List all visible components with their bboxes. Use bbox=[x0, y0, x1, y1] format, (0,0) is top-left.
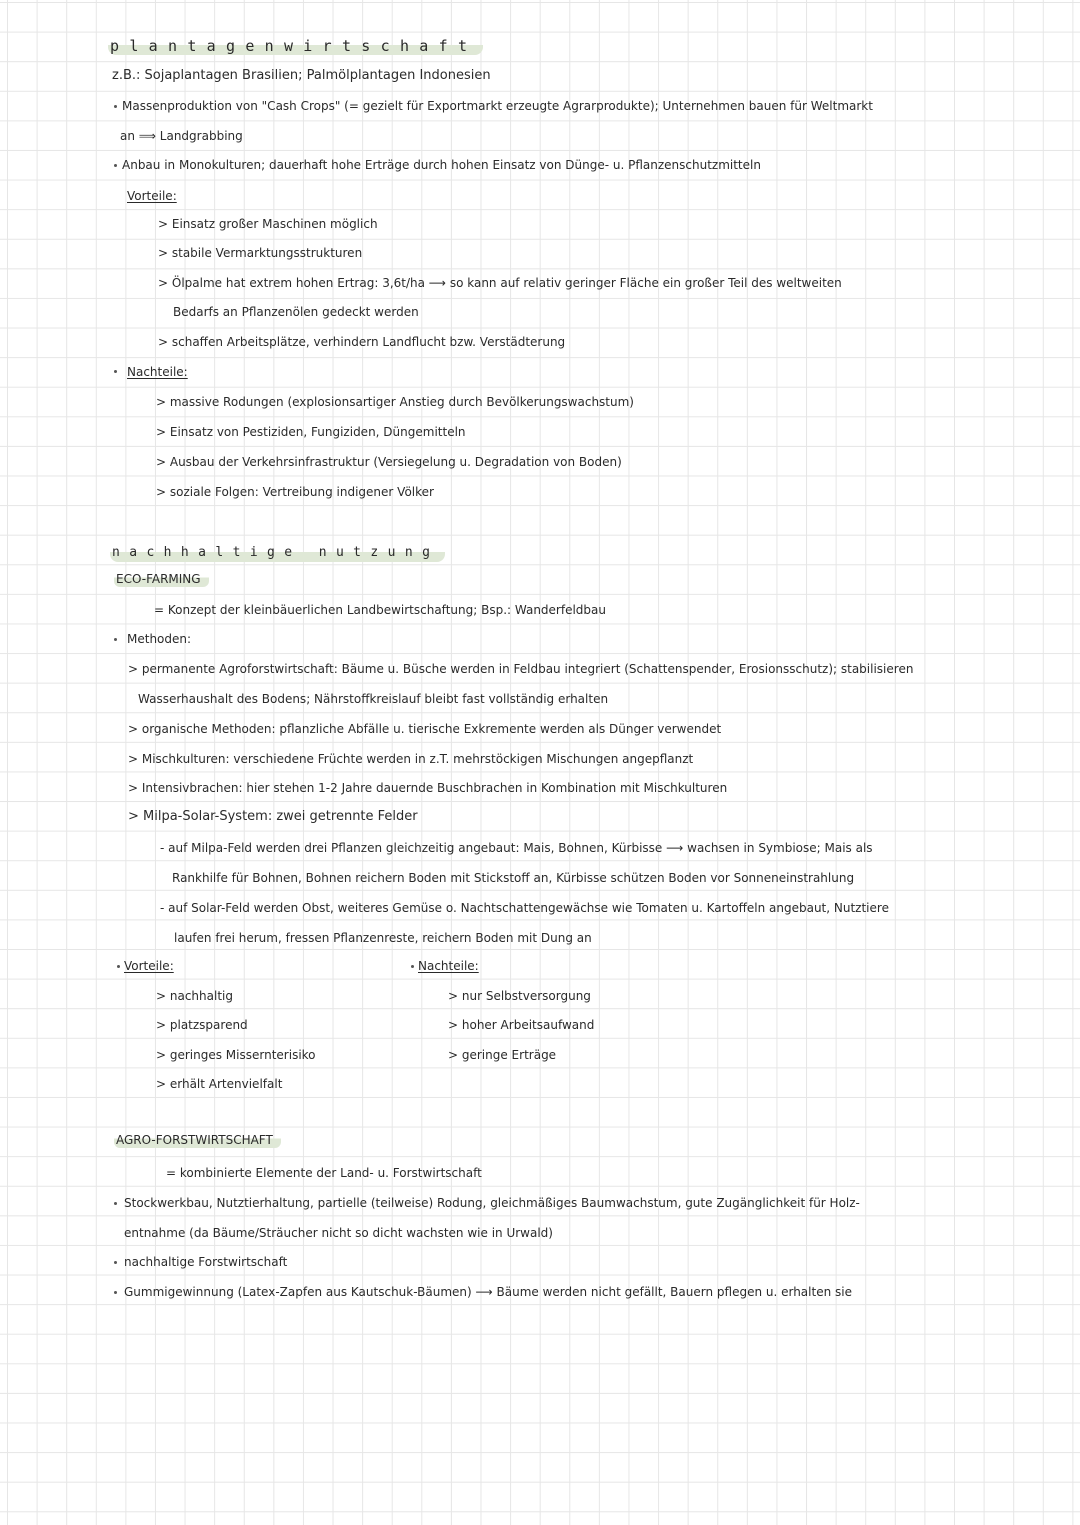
vorteil-item-continued: Bedarfs an Pflanzenölen gedeckt werden bbox=[173, 305, 419, 319]
vorteile-label: Vorteile: bbox=[127, 189, 177, 203]
eco-vorteil-item: > erhält Artenvielfalt bbox=[156, 1077, 283, 1091]
bullet-dot bbox=[114, 1202, 117, 1205]
nachteile-label: Nachteile: bbox=[127, 365, 188, 379]
section-title-nachhaltige-nutzung: nachhaltige nutzung bbox=[110, 544, 445, 562]
eco-farming-title: ECO-FARMING bbox=[114, 571, 209, 587]
agroforst-point: Stockwerkbau, Nutztierhaltung, partielle (teilweise) Rodung, gleichmäßiges Baumwachstum, gute Zugänglichkeit für Holz- bbox=[124, 1196, 860, 1210]
eco-nachteile-label: Nachteile: bbox=[418, 959, 479, 973]
methode-item: > organische Methoden: pflanzliche Abfälle u. tierische Exkremente werden als Dünger verwendet bbox=[128, 722, 722, 736]
eco-vorteil-item: > platzsparend bbox=[156, 1018, 248, 1032]
methode-item: > Mischkulturen: verschiedene Früchte werden in z.T. mehrstöckigen Mischungen angepflanzt bbox=[128, 752, 694, 766]
bullet-dot bbox=[411, 965, 414, 968]
solar-subitem-continued: laufen frei herum, fressen Pflanzenreste, reichern Boden mit Dung an bbox=[174, 931, 592, 945]
agroforst-point: nachhaltige Forstwirtschaft bbox=[124, 1255, 288, 1269]
eco-nachteil-item: > hoher Arbeitsaufwand bbox=[448, 1018, 595, 1032]
bullet-dot bbox=[114, 105, 117, 108]
methoden-label: Methoden: bbox=[127, 632, 192, 646]
nachteil-item: > massive Rodungen (explosionsartiger Anstieg durch Bevölkerungswachstum) bbox=[156, 395, 634, 409]
bullet-dot bbox=[114, 638, 117, 641]
vorteil-item: > stabile Vermarktungsstrukturen bbox=[158, 246, 363, 260]
methode-item: > Milpa-Solar-System: zwei getrennte Felder bbox=[128, 809, 418, 824]
methode-item: > Intensivbrachen: hier stehen 1-2 Jahre dauernde Buschbrachen in Kombination mit Mischkulturen bbox=[128, 781, 728, 795]
methode-item-continued: Wasserhaushalt des Bodens; Nährstoffkreislauf bleibt fast vollständig erhalten bbox=[138, 692, 609, 706]
example-line: z.B.: Sojaplantagen Brasilien; Palmölplantagen Indonesien bbox=[112, 68, 491, 83]
agroforst-point-continued: entnahme (da Bäume/Sträucher nicht so dicht wachsten wie in Urwald) bbox=[124, 1226, 553, 1240]
eco-vorteil-item: > nachhaltig bbox=[156, 989, 233, 1003]
bullet-dot bbox=[114, 370, 117, 373]
vorteil-item: > Ölpalme hat extrem hohen Ertrag: 3,6t/ha ⟶ so kann auf relativ geringer Fläche ein großer Teil des weltweiten bbox=[158, 276, 842, 290]
eco-vorteil-item: > geringes Missernterisiko bbox=[156, 1048, 316, 1062]
milpa-subitem-continued: Rankhilfe für Bohnen, Bohnen reichern Boden mit Stickstoff an, Kürbisse schützen Boden vor Sonneneinstrahlung bbox=[172, 871, 855, 885]
bullet-dot bbox=[117, 965, 120, 968]
section-title-plantagenwirtschaft: plantagenwirtschaft bbox=[108, 37, 483, 55]
agroforst-definition: = kombinierte Elemente der Land- u. Forstwirtschaft bbox=[166, 1166, 482, 1180]
bullet-dot bbox=[114, 164, 117, 167]
nachteil-item: > Einsatz von Pestiziden, Fungiziden, Düngemitteln bbox=[156, 425, 466, 439]
milpa-subitem: - auf Milpa-Feld werden drei Pflanzen gleichzeitig angebaut: Mais, Bohnen, Kürbisse ⟶ wachsen in Symbiose; Mais als bbox=[160, 841, 873, 855]
eco-nachteil-item: > nur Selbstversorgung bbox=[448, 989, 591, 1003]
eco-vorteile-label: Vorteile: bbox=[124, 959, 174, 973]
nachteil-item: > soziale Folgen: Vertreibung indigener Völker bbox=[156, 485, 434, 499]
mass-production-line2: an ⟹ Landgrabbing bbox=[120, 129, 243, 143]
agroforst-title: AGRO-FORSTWIRTSCHAFT bbox=[114, 1132, 281, 1148]
monoculture-line: Anbau in Monokulturen; dauerhaft hohe Erträge durch hohen Einsatz von Dünge- u. Pflanzenschutzmitteln bbox=[122, 158, 761, 172]
vorteil-item: > Einsatz großer Maschinen möglich bbox=[158, 217, 378, 231]
eco-nachteil-item: > geringe Erträge bbox=[448, 1048, 557, 1062]
eco-farming-definition: = Konzept der kleinbäuerlichen Landbewirtschaftung; Bsp.: Wanderfeldbau bbox=[154, 603, 606, 617]
nachteil-item: > Ausbau der Verkehrsinfrastruktur (Versiegelung u. Degradation von Boden) bbox=[156, 455, 622, 469]
methode-item: > permanente Agroforstwirtschaft: Bäume u. Büsche werden in Feldbau integriert (Schattenspender, Erosionsschutz); stabilisieren bbox=[128, 662, 914, 676]
vorteil-item: > schaffen Arbeitsplätze, verhindern Landflucht bzw. Verstädterung bbox=[158, 335, 566, 349]
solar-subitem: - auf Solar-Feld werden Obst, weiteres Gemüse o. Nachtschattengewächse wie Tomaten u. Kartoffeln angebaut, Nutztiere bbox=[160, 901, 889, 915]
bullet-dot bbox=[114, 1291, 117, 1294]
bullet-dot bbox=[114, 1261, 117, 1264]
mass-production-line1: Massenproduktion von "Cash Crops" (= gezielt für Exportmarkt erzeugte Agrarprodukte); Unternehmen bauen für Weltmarkt bbox=[122, 99, 873, 113]
agroforst-point: Gummigewinnung (Latex-Zapfen aus Kautschuk-Bäumen) ⟶ Bäume werden nicht gefällt, Bauern pflegen u. erhalten sie bbox=[124, 1285, 852, 1299]
